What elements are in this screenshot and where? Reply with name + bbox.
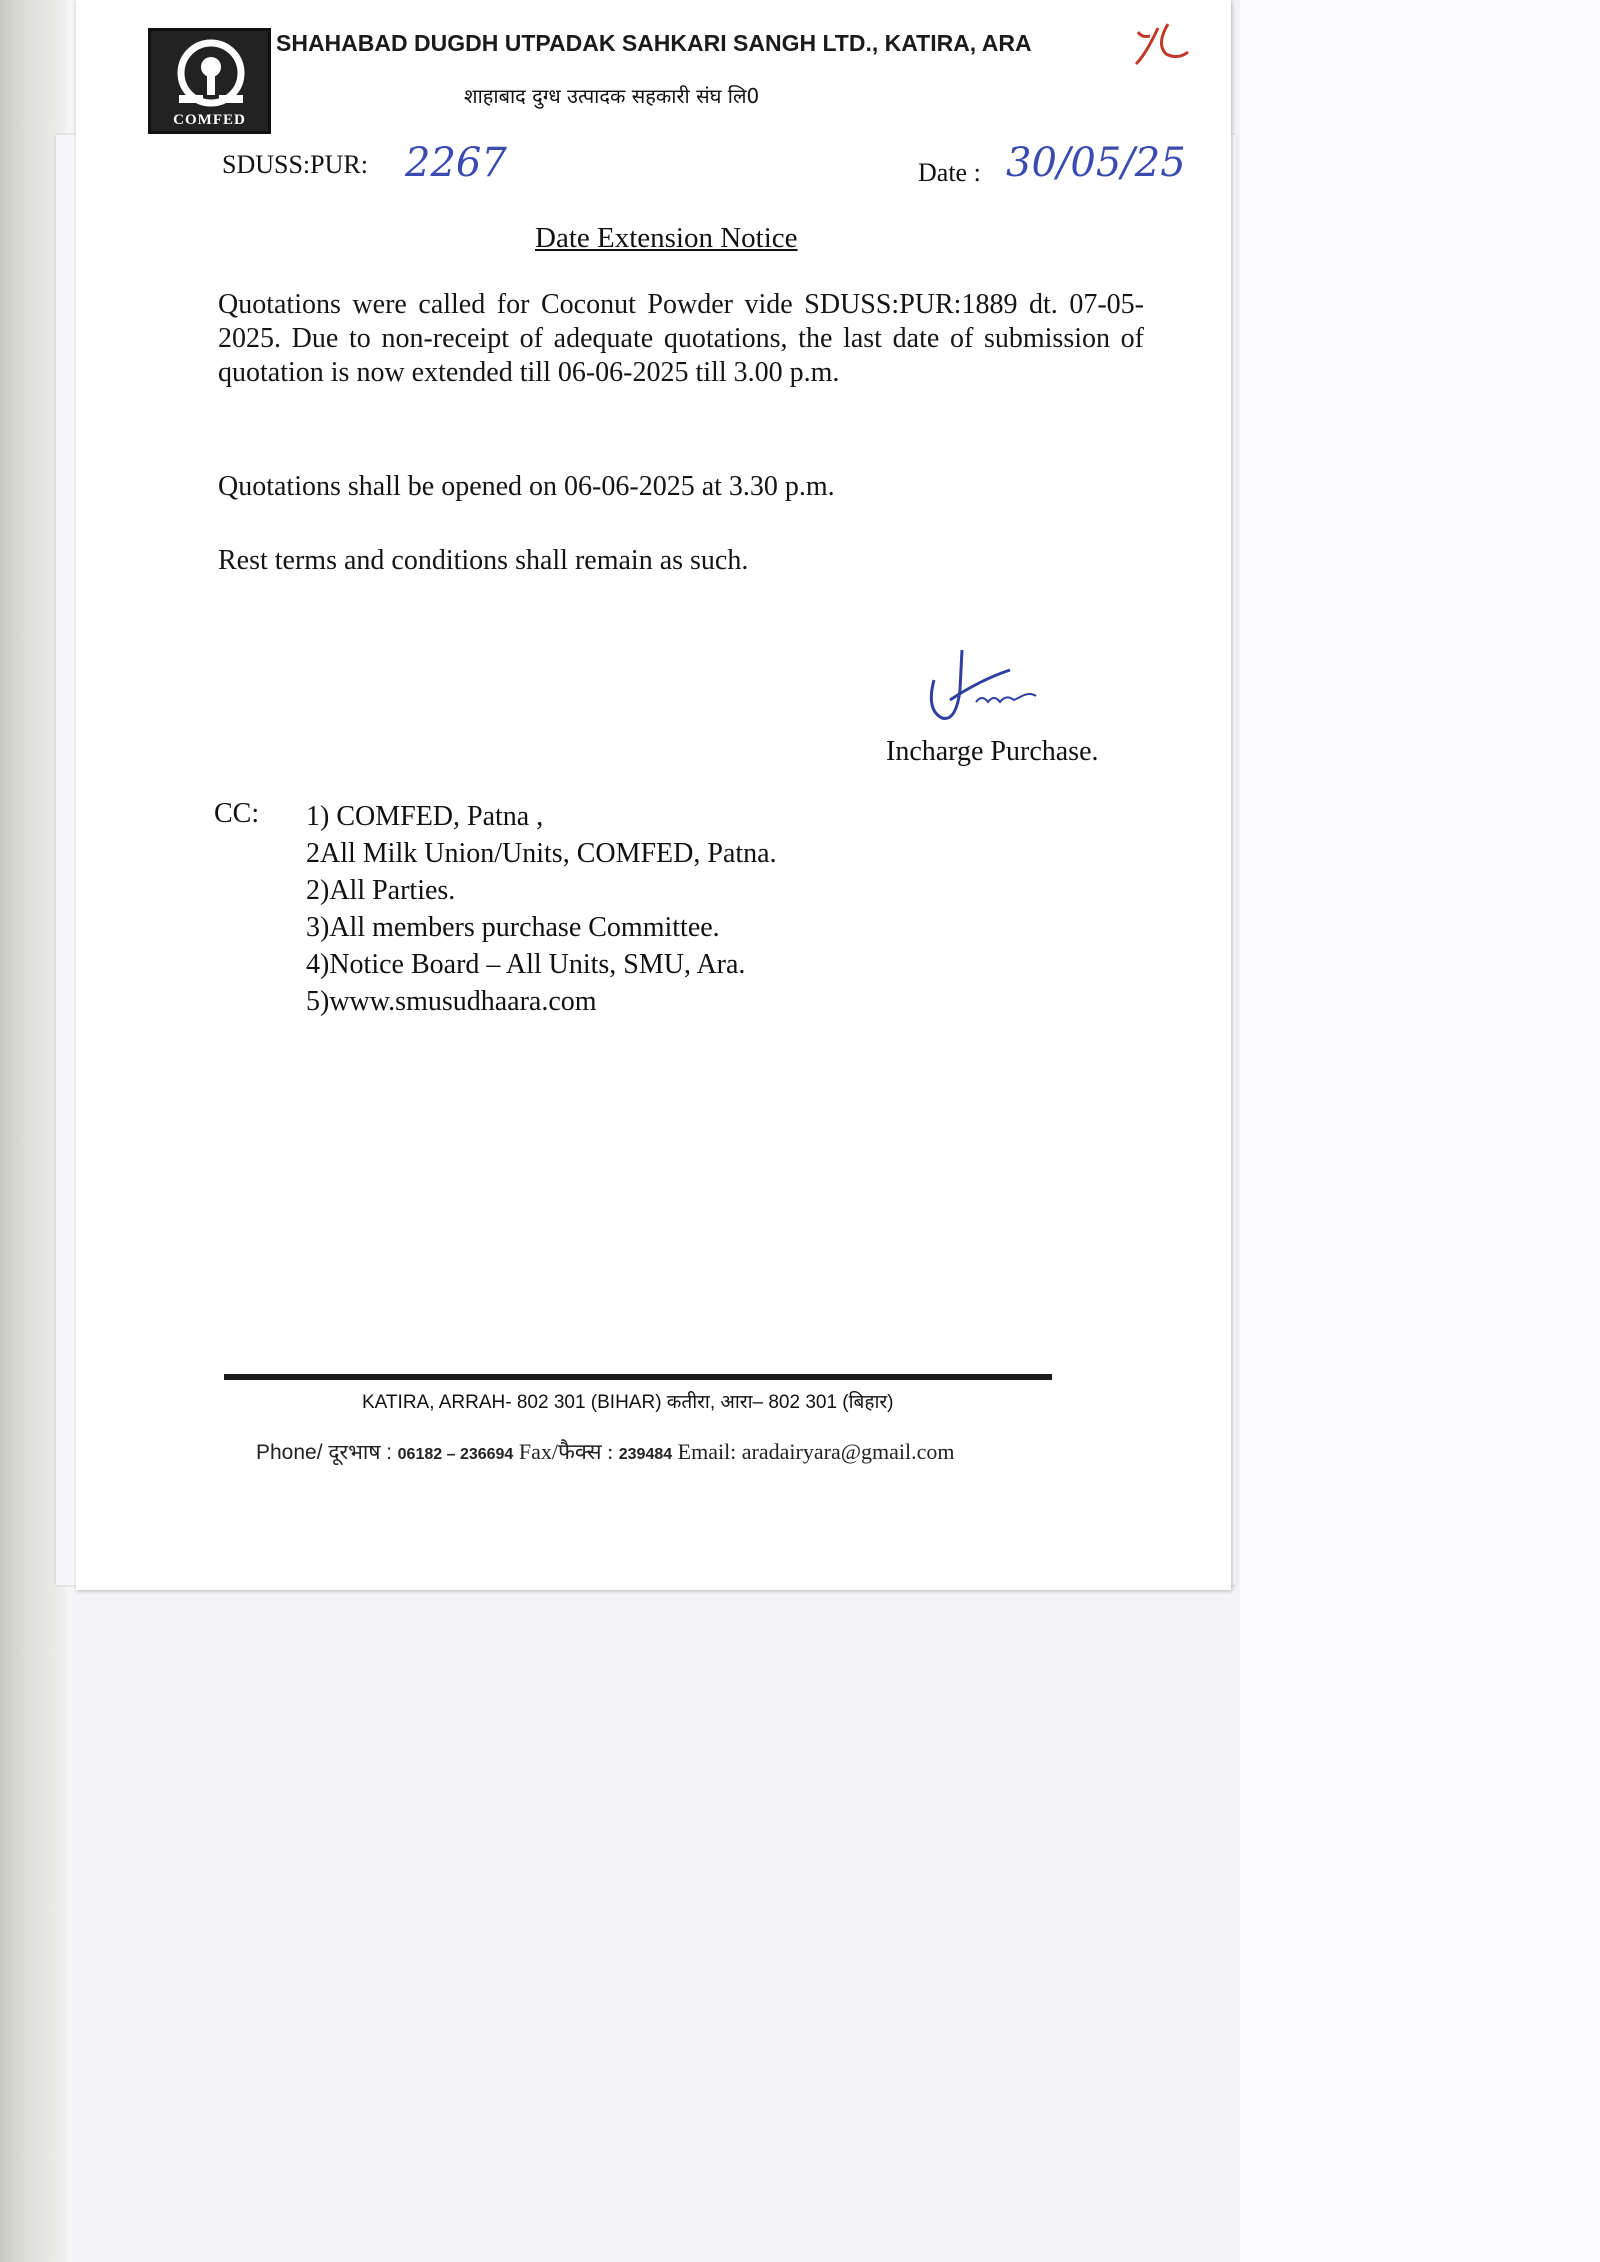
cc-list-item: 2All Milk Union/Units, COMFED, Patna. <box>306 838 777 869</box>
fax-label: Fax/फैक्स : <box>518 1439 614 1464</box>
cc-list-item: 3)All members purchase Committee. <box>306 912 720 943</box>
signature <box>920 640 1080 740</box>
footer-address: KATIRA, ARRAH- 802 301 (BIHAR) कतीरा, आरा– 802 301 (बिहार) <box>362 1392 894 1413</box>
footer-divider <box>224 1374 1052 1380</box>
cc-list <box>306 798 777 1020</box>
cc-list-item: 4)Notice Board – All Units, SMU, Ara. <box>306 949 746 980</box>
cc-list-item: 2)All Parties. <box>306 875 456 906</box>
email-label: Email: <box>677 1439 737 1464</box>
notice-title: Date Extension Notice <box>535 222 798 254</box>
notice-paragraph-1: Quotations were called for Coconut Powder vide SDUSS:PUR:1889 dt. 07-05-2025. Due to non-receipt of adequate quotations, the last date of submission of quotation is now extended till 06-06-2025 till 3.00 p.m. <box>218 289 1144 388</box>
fax-number: 239484 <box>618 1446 673 1463</box>
comfed-logo <box>148 28 271 134</box>
org-name-hindi: शाहाबाद दुग्ध उत्पादक सहकारी संघ लि0 <box>464 84 760 108</box>
phone-label: Phone/ दूरभाष : <box>256 1441 393 1464</box>
reference-label: SDUSS:PUR: <box>222 150 368 179</box>
cc-list-item: 1) COMFED, Patna , <box>306 801 544 832</box>
footer-contact <box>256 1436 954 1466</box>
logo-text: COMFED <box>173 112 246 128</box>
comfed-emblem-icon <box>161 37 261 109</box>
date-value: 30/05/25 <box>1006 140 1186 186</box>
date-label: Date : <box>918 158 981 187</box>
email-address: aradairyara@gmail.com <box>741 1439 955 1464</box>
org-name-english: SHAHABAD DUGDH UTPADAK SAHKARI SANGH LTD., KATIRA, ARA <box>276 30 1032 56</box>
underlying-page <box>1240 0 1600 2262</box>
reference-number: 2267 <box>405 140 507 186</box>
notice-paragraph-2: Quotations shall be opened on 06-06-2025 at 3.30 p.m. <box>218 471 835 502</box>
signatory-title: Incharge Purchase. <box>886 736 1099 767</box>
phone-number: 06182 – 236694 <box>397 1446 514 1463</box>
notice-paragraph-3: Rest terms and conditions shall remain as such. <box>218 545 749 576</box>
cc-list-item: 5)www.smusudhaara.com <box>306 986 597 1017</box>
cc-label: CC: <box>214 798 260 829</box>
handwritten-initial-mark <box>1128 14 1198 84</box>
